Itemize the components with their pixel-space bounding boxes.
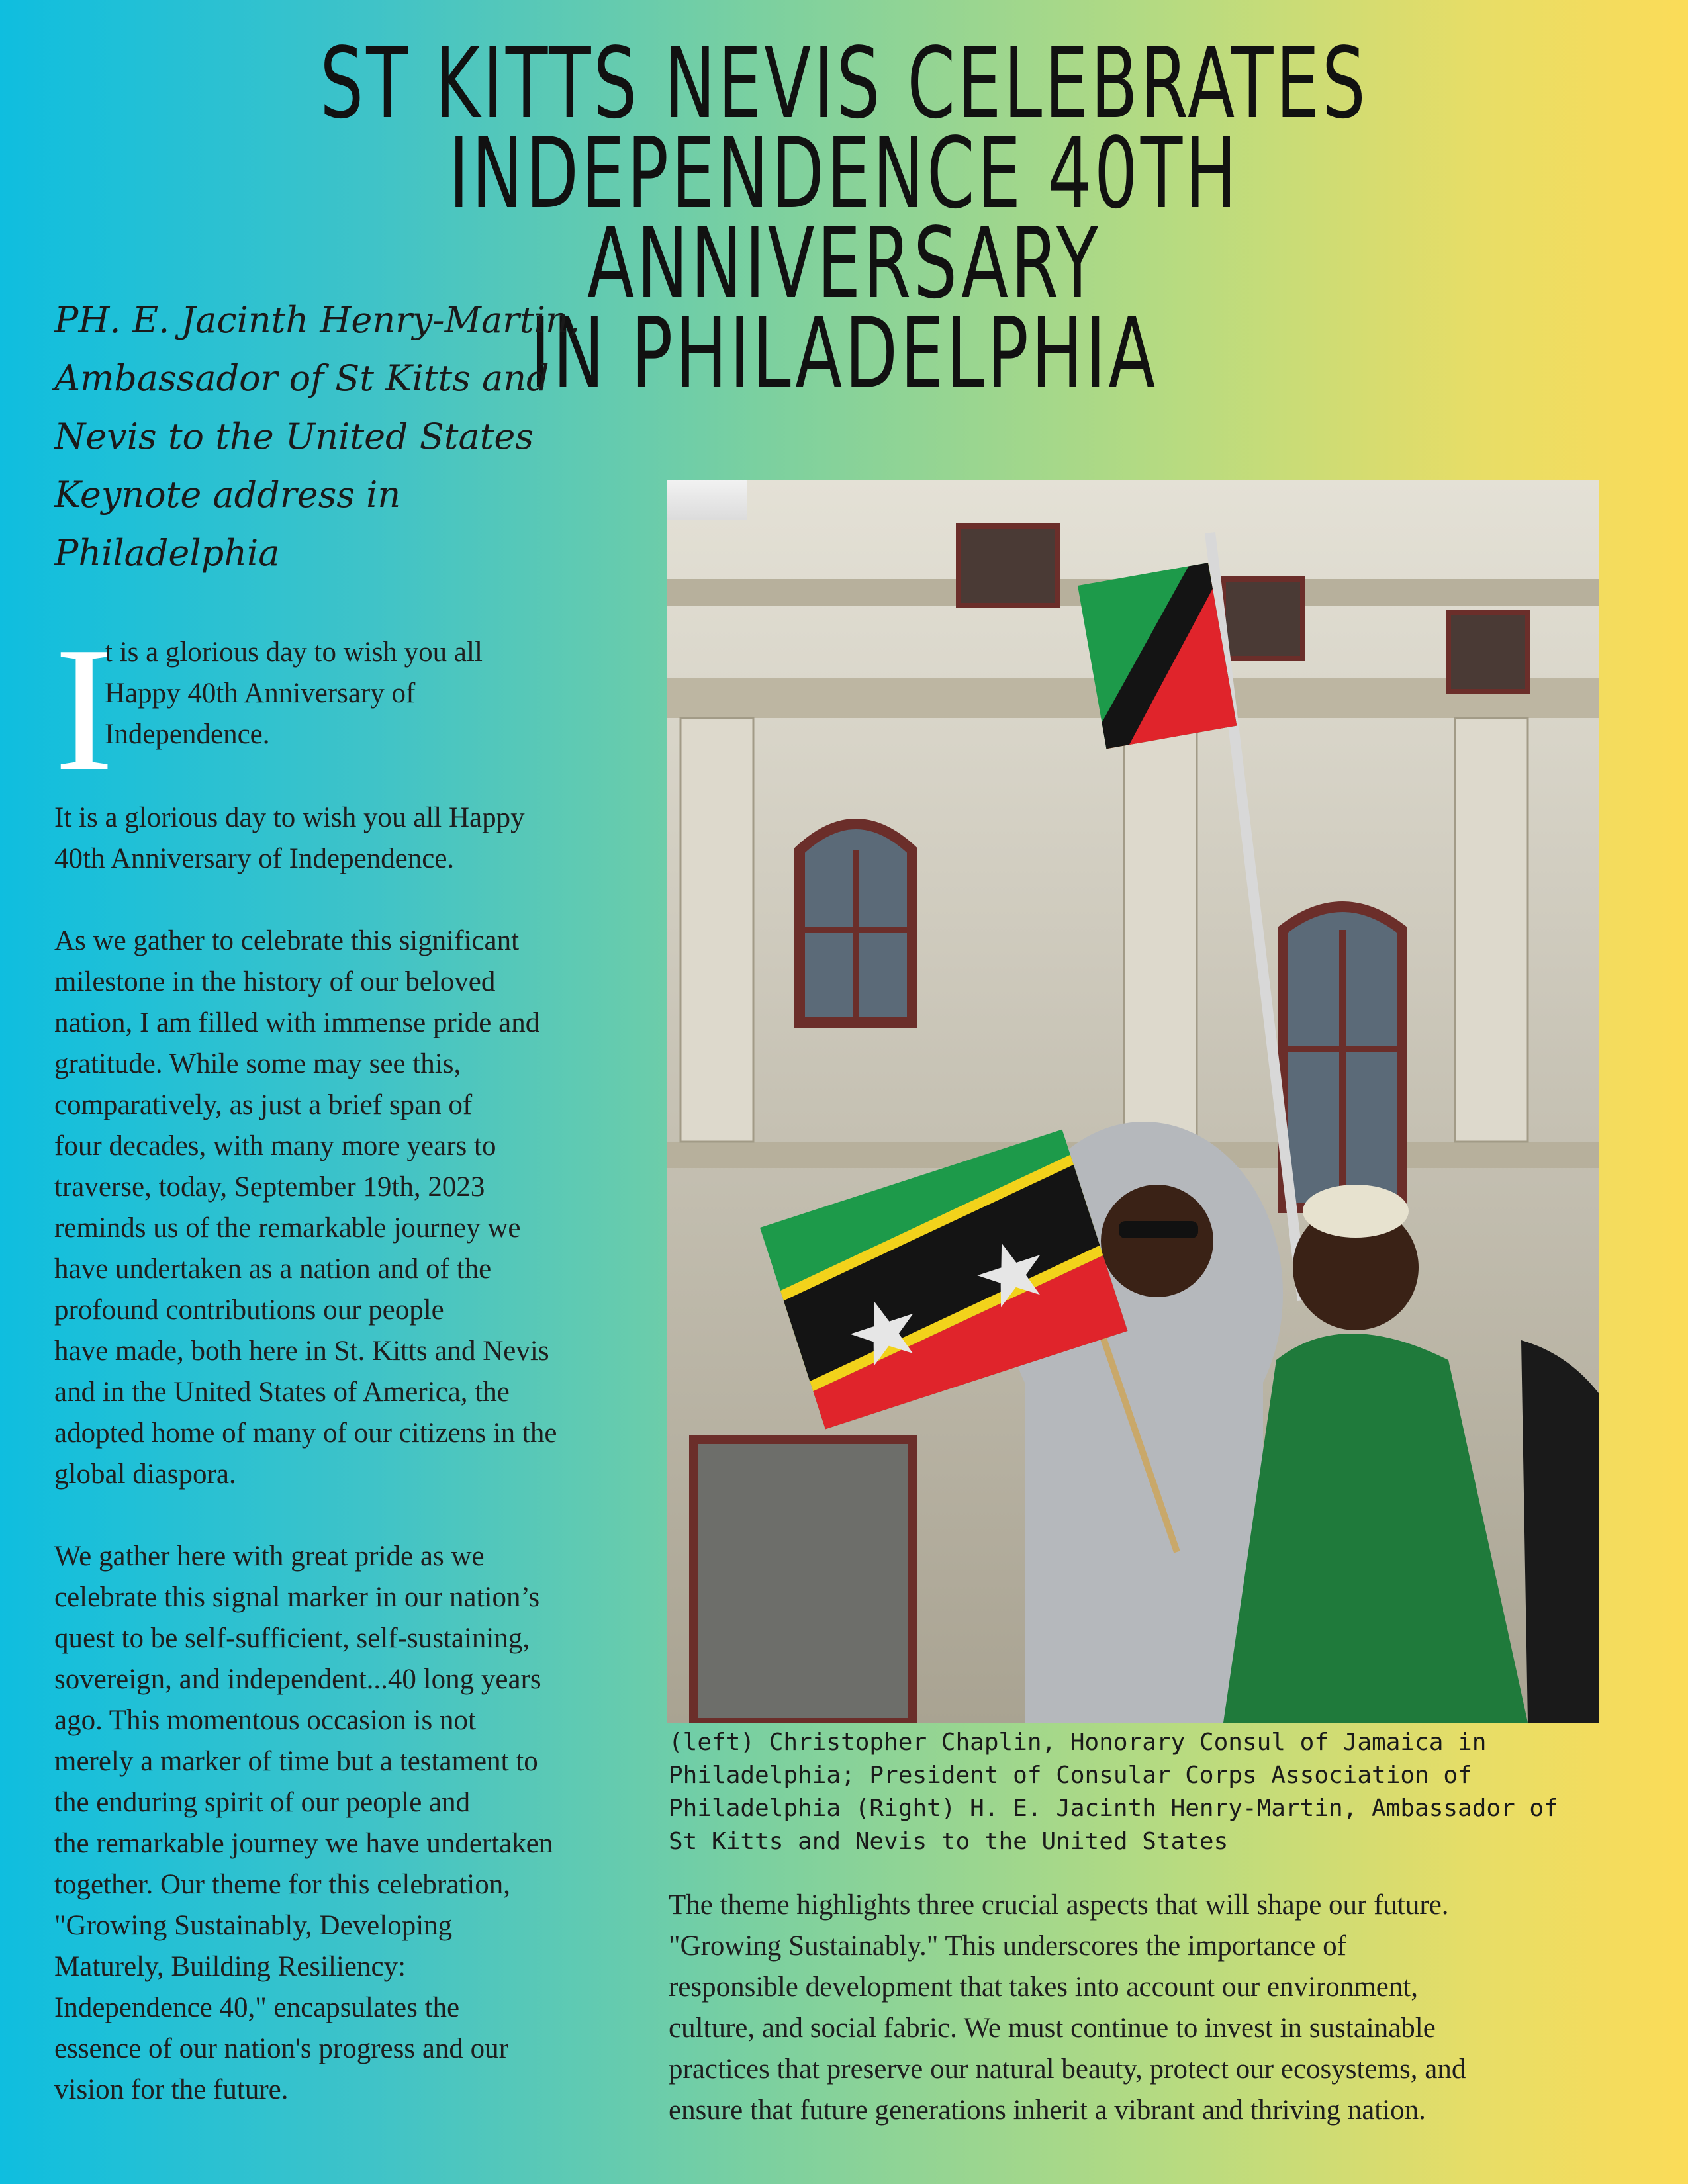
title-line: INDEPENDENCE 40TH ANNIVERSARY	[448, 116, 1240, 320]
body-line: essence of our nation's progress and our	[54, 2033, 509, 2064]
body-line: Maturely, Building Resiliency:	[54, 1951, 406, 1982]
body-line: responsible development that takes into account our environment,	[669, 1972, 1419, 2003]
body-line: vision for the future.	[54, 2074, 289, 2105]
body-line: together. Our theme for this celebration,	[54, 1869, 510, 1900]
body-line: four decades, with many more years to	[54, 1130, 496, 1161]
body-line: We gather here with great pride as we	[54, 1541, 485, 1572]
body-line: celebrate this signal marker in our nation’s	[54, 1582, 540, 1613]
photo	[667, 480, 1599, 1723]
body-line: merely a marker of time but a testament to	[54, 1746, 538, 1777]
left-column	[54, 610, 650, 2152]
body-line: comparatively, as just a brief span of	[54, 1089, 473, 1120]
article-subtitle	[54, 291, 650, 582]
body-line: "Growing Sustainably." This underscores the importance of	[669, 1931, 1346, 1962]
body-line: 40th Anniversary of Independence.	[54, 843, 455, 874]
subtitle-line: Nevis to the United States	[54, 416, 534, 457]
photo-illustration	[667, 480, 1599, 1723]
body-line: Independence 40," encapsulates the	[54, 1992, 460, 2023]
body-line: ensure that future generations inherit a vibrant and thriving nation.	[669, 2095, 1426, 2126]
body-line: sovereign, and independent...40 long years	[54, 1664, 541, 1695]
intro-line: t is a glorious day to wish you all	[105, 637, 483, 668]
body-line: practices that preserve our natural beauty, protect our ecosystems, and	[669, 2054, 1466, 2085]
title-line: IN PHILADELPHIA	[530, 296, 1158, 410]
body-line: culture, and social fabric. We must continue to invest in sustainable	[669, 2013, 1436, 2044]
body-line: nation, I am filled with immense pride and	[54, 1007, 540, 1038]
subtitle-line: Ambassador of St Kitts and	[54, 357, 549, 399]
body-paragraph	[54, 1536, 650, 2111]
body-line: have undertaken as a nation and of the	[54, 1253, 492, 1285]
body-line: and in the United States of America, the	[54, 1377, 510, 1408]
body-line: the remarkable journey we have undertaken	[54, 1828, 553, 1859]
intro-paragraph	[54, 610, 650, 808]
subtitle-line: Keynote address in	[54, 474, 401, 516]
body-paragraph	[54, 921, 650, 1495]
body-line: profound contributions our people	[54, 1295, 444, 1326]
body-line: have made, both here in St. Kitts and Nevis	[54, 1336, 549, 1367]
body-paragraph	[54, 797, 650, 880]
body-paragraphs	[54, 797, 650, 2111]
caption-line: Philadelphia; President of Consular Corps Association of	[669, 1762, 1472, 1789]
body-line: traverse, today, September 19th, 2023	[54, 1171, 485, 1203]
intro-line: Independence.	[105, 719, 270, 750]
body-line: It is a glorious day to wish you all Happy	[54, 802, 525, 833]
body-line: ago. This momentous occasion is not	[54, 1705, 476, 1736]
title-line: ST KITTS NEVIS CELEBRATES	[320, 26, 1368, 140]
body-line: adopted home of many of our citizens in the	[54, 1418, 557, 1449]
drop-cap: I	[54, 610, 114, 808]
body-line: As we gather to celebrate this significant	[54, 925, 520, 956]
caption-line: St Kitts and Nevis to the United States	[669, 1828, 1229, 1855]
caption-line: Philadelphia (Right) H. E. Jacinth Henry-Martin, Ambassador of	[669, 1795, 1558, 1822]
body-line: The theme highlights three crucial aspects that will shape our future.	[669, 1889, 1449, 1921]
body-line: milestone in the history of our beloved	[54, 966, 496, 997]
caption-line: (left) Christopher Chaplin, Honorary Consul of Jamaica in	[669, 1729, 1487, 1756]
intro-line: Happy 40th Anniversary of	[105, 678, 416, 709]
intro-text	[105, 632, 608, 755]
body-line: the enduring spirit of our people and	[54, 1787, 471, 1818]
subtitle-line: PH. E. Jacinth Henry-Martin,	[54, 299, 580, 341]
subtitle-line: Philadelphia	[54, 532, 280, 574]
body-line: reminds us of the remarkable journey we	[54, 1212, 521, 1244]
right-column-paragraph	[669, 1885, 1648, 2131]
body-line: "Growing Sustainably, Developing	[54, 1910, 453, 1941]
body-line: quest to be self-sufficient, self-sustaining,	[54, 1623, 530, 1654]
photo-caption	[669, 1726, 1609, 1858]
body-line: global diaspora.	[54, 1459, 236, 1490]
body-line: gratitude. While some may see this,	[54, 1048, 461, 1079]
